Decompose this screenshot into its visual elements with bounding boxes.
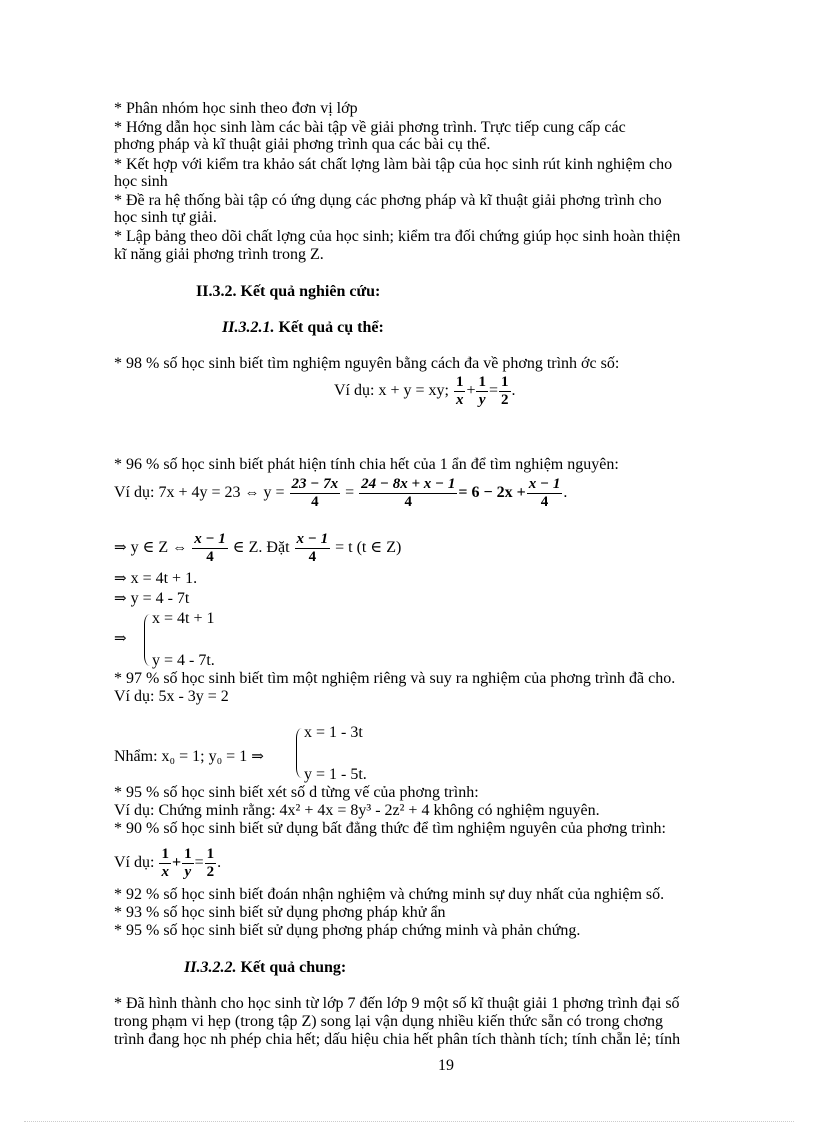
math-text: y = bbox=[263, 484, 285, 502]
fraction: $\frac{1}{2}$ bbox=[206, 846, 215, 880]
math-text: ∈ Z. Đặt bbox=[232, 539, 290, 557]
text-line: học sinh bbox=[114, 173, 168, 190]
example-text: Ví dụ: 7x + 4y = 23 bbox=[114, 484, 241, 502]
math-text: x = 4t + 1. bbox=[130, 570, 198, 587]
text-line: * Hớng dẫn học sinh làm các bài tập về giải phơng trình. Trực tiếp cung cấp các bbox=[114, 119, 626, 136]
fraction: $\frac{23 - 7x}{4}$ bbox=[291, 476, 339, 510]
subsection-heading bbox=[184, 959, 346, 977]
math-text: y ∈ Z bbox=[130, 539, 169, 557]
text-line: trong phạm vi hẹp (trong tập Z) song lại vận dụng nhiều kiến thức sẵn có trong chơng bbox=[114, 1013, 664, 1030]
fraction: $\frac{x - 1}{4}$ bbox=[194, 531, 226, 565]
result-line: * 90 % số học sinh biết sử dụng bất đẳng thức để tìm nghiệm nguyên của phơng trình: bbox=[114, 820, 666, 837]
example-text: Ví dụ: bbox=[114, 854, 155, 872]
fraction: $\frac{1}{x}$ bbox=[455, 374, 464, 408]
math-line bbox=[114, 531, 401, 566]
math-text: = t (t ∈ Z) bbox=[335, 539, 402, 557]
fraction: $\frac{1}{2}$ bbox=[501, 374, 509, 408]
example-line: Ví dụ: Chứng minh rằng: 4x² + 4x = 8y³ - 2z² + 4 không có nghiệm nguyên. bbox=[114, 802, 600, 819]
fraction: $\frac{x - 1}{4}$ bbox=[528, 476, 561, 510]
system-equation: x = 4t + 1 bbox=[152, 610, 215, 627]
brace-icon bbox=[144, 614, 151, 666]
system-equation: y = 4 - 7t. bbox=[152, 652, 215, 669]
implies-arrow-icon: ⇒ bbox=[114, 571, 127, 587]
subsection-title: Kết quả cụ thể: bbox=[274, 319, 384, 336]
subsection-number: II.3.2.2. bbox=[184, 959, 237, 976]
implies-arrow-icon: ⇒ bbox=[114, 540, 127, 557]
page-number: 19 bbox=[438, 1057, 454, 1074]
math-text: Nhẩm: x₀ = 1; y₀ = 1 bbox=[114, 748, 248, 765]
implies-arrow-icon: ⇒ bbox=[114, 591, 127, 607]
result-line: * 95 % số học sinh biết sử dụng phơng pháp chứng minh và phản chứng. bbox=[114, 922, 581, 939]
implies-arrow-icon: ⇒ bbox=[251, 749, 264, 765]
text-line: * Đã hình thành cho học sinh từ lớp 7 đến lớp 9 một số kĩ thuật giải 1 phơng trình đại số bbox=[114, 995, 680, 1012]
example-line: Ví dụ: 7x + 4y = 23 ⇔ y = $\frac{23 - 7x}{4}$ = $\frac{24 - 8x + x - 1}{4}$ = 6 − 2x + $\frac{x - 1}{4}$ . bbox=[114, 476, 568, 510]
text-line: kĩ năng giải phơng trình trong Z. bbox=[114, 246, 324, 263]
fraction: $\frac{x - 1}{4}$ bbox=[296, 531, 329, 565]
math-line bbox=[114, 570, 197, 588]
math-text: = 6 − 2x + bbox=[458, 484, 526, 502]
result-line: * 97 % số học sinh biết tìm một nghiệm riêng và suy ra nghiệm của phơng trình đã cho. bbox=[114, 670, 676, 687]
example-text: Ví dụ: x + y = xy; bbox=[334, 382, 449, 400]
math-line bbox=[114, 748, 264, 766]
subsection-number: II.3.2.1. bbox=[222, 319, 275, 336]
text-line: học sinh tự giải. bbox=[114, 209, 217, 226]
system-equation: y = 1 - 5t. bbox=[304, 766, 367, 783]
fraction: $\frac{1}{y}$ bbox=[478, 374, 486, 408]
fraction: $\frac{1}{y}$ bbox=[184, 846, 192, 880]
subsection-heading bbox=[222, 319, 384, 337]
section-heading: II.3.2. Kết quả nghiên cứu: bbox=[196, 283, 381, 300]
equivalence-arrow-icon: ⇔ bbox=[244, 485, 260, 502]
fraction: $\frac{1}{x}$ bbox=[161, 846, 169, 880]
page-divider bbox=[24, 1121, 794, 1122]
subsection-title: Kết quả chung: bbox=[236, 959, 347, 976]
text-line: * Kết hợp với kiểm tra khảo sát chất lợng làm bài tập của học sinh rút kinh nghiệm cho bbox=[114, 156, 673, 173]
fraction: $\frac{24 - 8x + x - 1}{4}$ bbox=[361, 476, 456, 510]
example-line: Ví dụ: $\frac{1}{x}$ + $\frac{1}{y}$ = $\frac{1}{2}$ . bbox=[114, 846, 222, 880]
brace-icon bbox=[296, 728, 303, 778]
example-line: Ví dụ: 5x - 3y = 2 bbox=[114, 688, 229, 705]
text-line: trình đang học nh phép chia hết; dấu hiệu chia hết phân tích thành tích; tính chẵn lẻ; tính bbox=[114, 1031, 681, 1048]
math-line bbox=[114, 590, 189, 608]
math-text: y = 4 - 7t bbox=[130, 590, 190, 607]
text-line: phơng pháp và kĩ thuật giải phơng trình qua các bài cụ thể. bbox=[114, 136, 491, 153]
result-line: * 96 % số học sinh biết phát hiện tính chia hết của 1 ẩn để tìm nghiệm nguyên: bbox=[114, 456, 619, 473]
result-line: * 93 % số học sinh biết sử dụng phơng pháp khử ẩn bbox=[114, 904, 446, 921]
equivalence-arrow-icon: ⇔ bbox=[172, 540, 188, 557]
result-line: * 95 % số học sinh biết xét số d từng vế của phơng trình: bbox=[114, 784, 479, 801]
example-line: Ví dụ: x + y = xy; $\frac{1}{x}$ + $\frac{1}{y}$ = $\frac{1}{2}$ . bbox=[334, 374, 516, 408]
implies-arrow-icon: ⇒ bbox=[114, 631, 127, 647]
text-line: * Phân nhóm học sinh theo đơn vị lớp bbox=[114, 100, 358, 117]
result-line: * 98 % số học sinh biết tìm nghiệm nguyên bằng cách đa về phơng trình ớc số: bbox=[114, 355, 620, 372]
text-line: * Đề ra hệ thống bài tập có ứng dụng các phơng pháp và kĩ thuật giải phơng trình cho bbox=[114, 192, 662, 209]
result-line: * 92 % số học sinh biết đoán nhận nghiệm và chứng minh sự duy nhất của nghiệm số. bbox=[114, 886, 665, 903]
text-line: * Lập bảng theo dõi chất lợng của học sinh; kiểm tra đối chứng giúp học sinh hoàn thiện bbox=[114, 228, 681, 245]
system-equation: x = 1 - 3t bbox=[304, 724, 363, 741]
